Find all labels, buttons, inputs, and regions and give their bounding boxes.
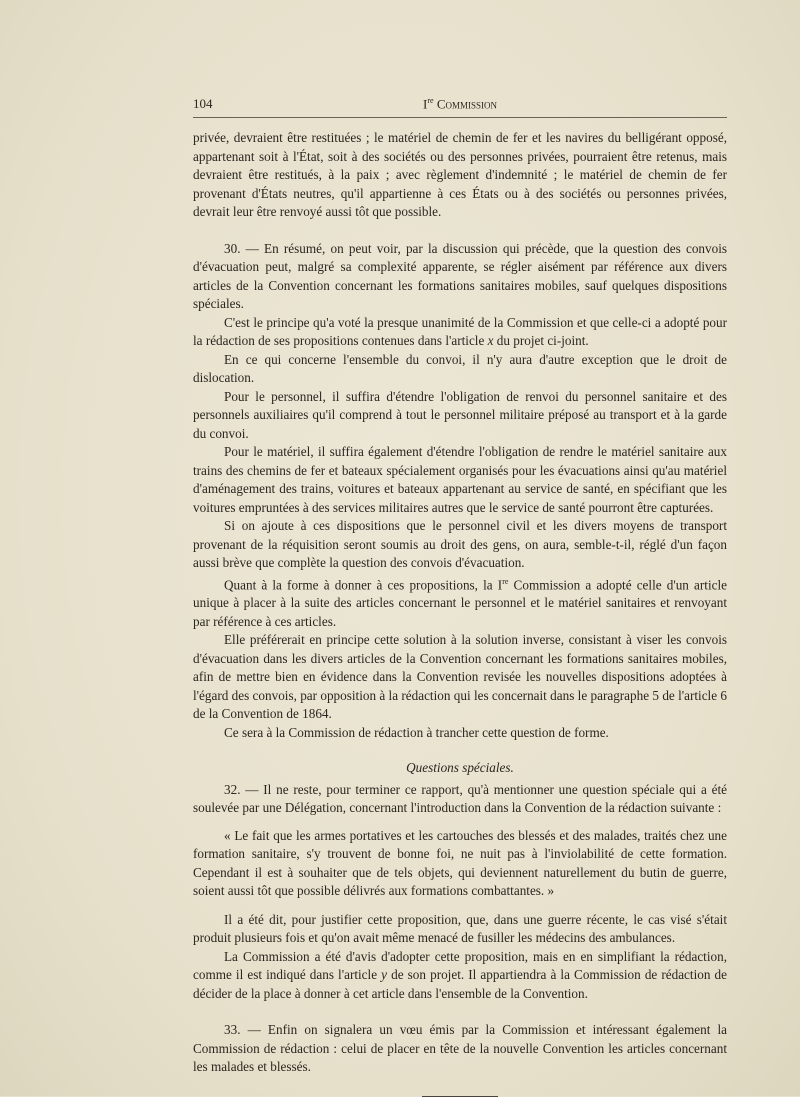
- paragraph-materiel: Pour le matériel, il suffira également d'étendre l'obligation de rendre le matériel sanitaire aux trains des chemins de fer et bateaux spécialement organisés pour les évacuations ainsi qu'au matériel d'aménagement des trains, voitures et bateaux appartenant au service de santé, en spécifiant que les voitures empruntées à des services militaires autres que le service de santé pourront être capturées.: [193, 444, 727, 515]
- page-header: [193, 96, 727, 114]
- paragraph-civil: Si on ajoute à ces dispositions que le personnel civil et les divers moyens de transport provenant de la réquisition seront soumis au droit des gens, on aura, semble-t-il, réglé d'un façon aussi brève que complète la question des convois d'évacuation.: [193, 518, 727, 570]
- paragraph-principle-text-a: C'est le principe qu'a voté la presque unanimité de la Commission et que celle-ci a adopté pour la rédaction de ses propositions contenues dans l'article: [193, 314, 727, 348]
- paragraph-preference: Elle préférerait en principe cette solution à la solution inverse, consistant à viser les convois d'évacuation dans les divers articles de la Convention concernant les formations sanitaires mobiles, afin de mettre bien en évidence dans la Convention revisée les nouvelles dispositions adoptées à l'égard des convois, par opposition à la rédaction qui les concernait dans le paragraphe 5 de l'article 6 de la Convention de 1864.: [193, 632, 727, 722]
- article-x-variable: x: [487, 333, 494, 348]
- paragraph-principle: [193, 314, 727, 351]
- running-title-word: Commission: [436, 96, 497, 112]
- paragraph-adoption: [193, 948, 727, 1004]
- paragraph-33: 33. — Enfin on signalera un vœu émis par la Commission et intéressant également la Commission de rédaction : celui de placer en tête de la nouvelle Convention les articles concernant les malades et blessés.: [193, 1022, 727, 1075]
- paragraph-adoption-text-b: de son projet. Il appartiendra à la Commission de rédaction de décider de la place à donner à cet article dans l'ensemble de la Convention.: [193, 967, 727, 1001]
- paragraph-32: 32. — Il ne reste, pour terminer ce rapport, qu'à mentionner une question spéciale qui a été soulevée par une Délégation, concernant l'introduction dans la Convention de la rédaction suivante :: [193, 781, 727, 816]
- paragraph-principle-text-b: du projet ci-joint.: [493, 333, 589, 348]
- paragraph-form: [193, 573, 727, 632]
- paragraph-convoy: En ce qui concerne l'ensemble du convoi, il n'y aura d'autre exception que le droit de dislocation.: [193, 351, 727, 385]
- running-title: [193, 96, 727, 112]
- quoted-proposal: « Le fait que les armes portatives et les cartouches des blessés et des malades, traités chez une formation sanitaire, s'y trouvent de bonne foi, ne nuit pas à l'inviolabilité de cette formation. Cependant il est à souhaiter que de tels objets, qui deviennent naturellement du butin de guerre, soient aussi tôt que possible délivrés aux formations combattantes. »: [193, 827, 727, 899]
- body-text: [193, 129, 727, 1097]
- paragraph-justification: Il a été dit, pour justifier cette proposition, que, dans une guerre récente, le cas visé s'était produit plusieurs fois et qu'on avait même menacé de fusiller les médecins des ambulances.: [193, 911, 727, 946]
- paragraph-form-text-b: Commission a adopté celle d'un article unique à placer à la suite des articles concernant le personnel et le matériel sanitaires et renvoyant par référence à ces articles.: [193, 576, 727, 629]
- paragraph-30: 30. — En résumé, on peut voir, par la discussion qui précède, que la question des convois d'évacuation peut, malgré sa complexité apparente, se régler aisément par référence aux divers articles de la Convention concernant les formations sanitaires mobiles, sauf quelques dispositions spéciales.: [193, 240, 727, 311]
- paragraph-form-superscript: re: [502, 576, 509, 586]
- paragraph-personnel: Pour le personnel, il suffira d'étendre l'obligation de renvoi du personnel sanitaire et des personnels auxiliaires qu'il comprend à tout le personnel militaire préposé au transport et à la garde du convoi.: [193, 388, 727, 441]
- article-y-variable: y: [381, 967, 388, 983]
- paragraph-continuation: privée, devraient être restituées ; le matériel de chemin de fer et les navires du belligérant opposé, appartenant soit à l'État, soit à des sociétés ou des personnes privées, pourraient être retenus, mais devraient être restitués, à la paix ; avec règlement d'indemnité ; le matériel de chemin de fer provenant d'États neutres, qu'il appartienne à ces États ou à des sociétés ou personnes privées, devrait leur être renvoyé aussi tôt que possible.: [193, 130, 727, 219]
- page-number: 104: [193, 96, 213, 111]
- running-title-superscript: re: [427, 96, 434, 105]
- header-rule: [193, 117, 727, 118]
- paragraph-redaction: Ce sera à la Commission de rédaction à trancher cette question de forme.: [224, 724, 609, 740]
- paragraph-form-text-a: Quant à la forme à donner à ces propositions, la I: [224, 576, 503, 592]
- paragraph-adoption-text-a: La Commission a été d'avis d'adopter cette proposition, mais en en simplifiant la rédaction, comme il est indiqué dans l'article: [193, 948, 727, 983]
- running-title-prefix: I: [423, 96, 428, 112]
- section-subheading: Questions spéciales.: [406, 760, 514, 776]
